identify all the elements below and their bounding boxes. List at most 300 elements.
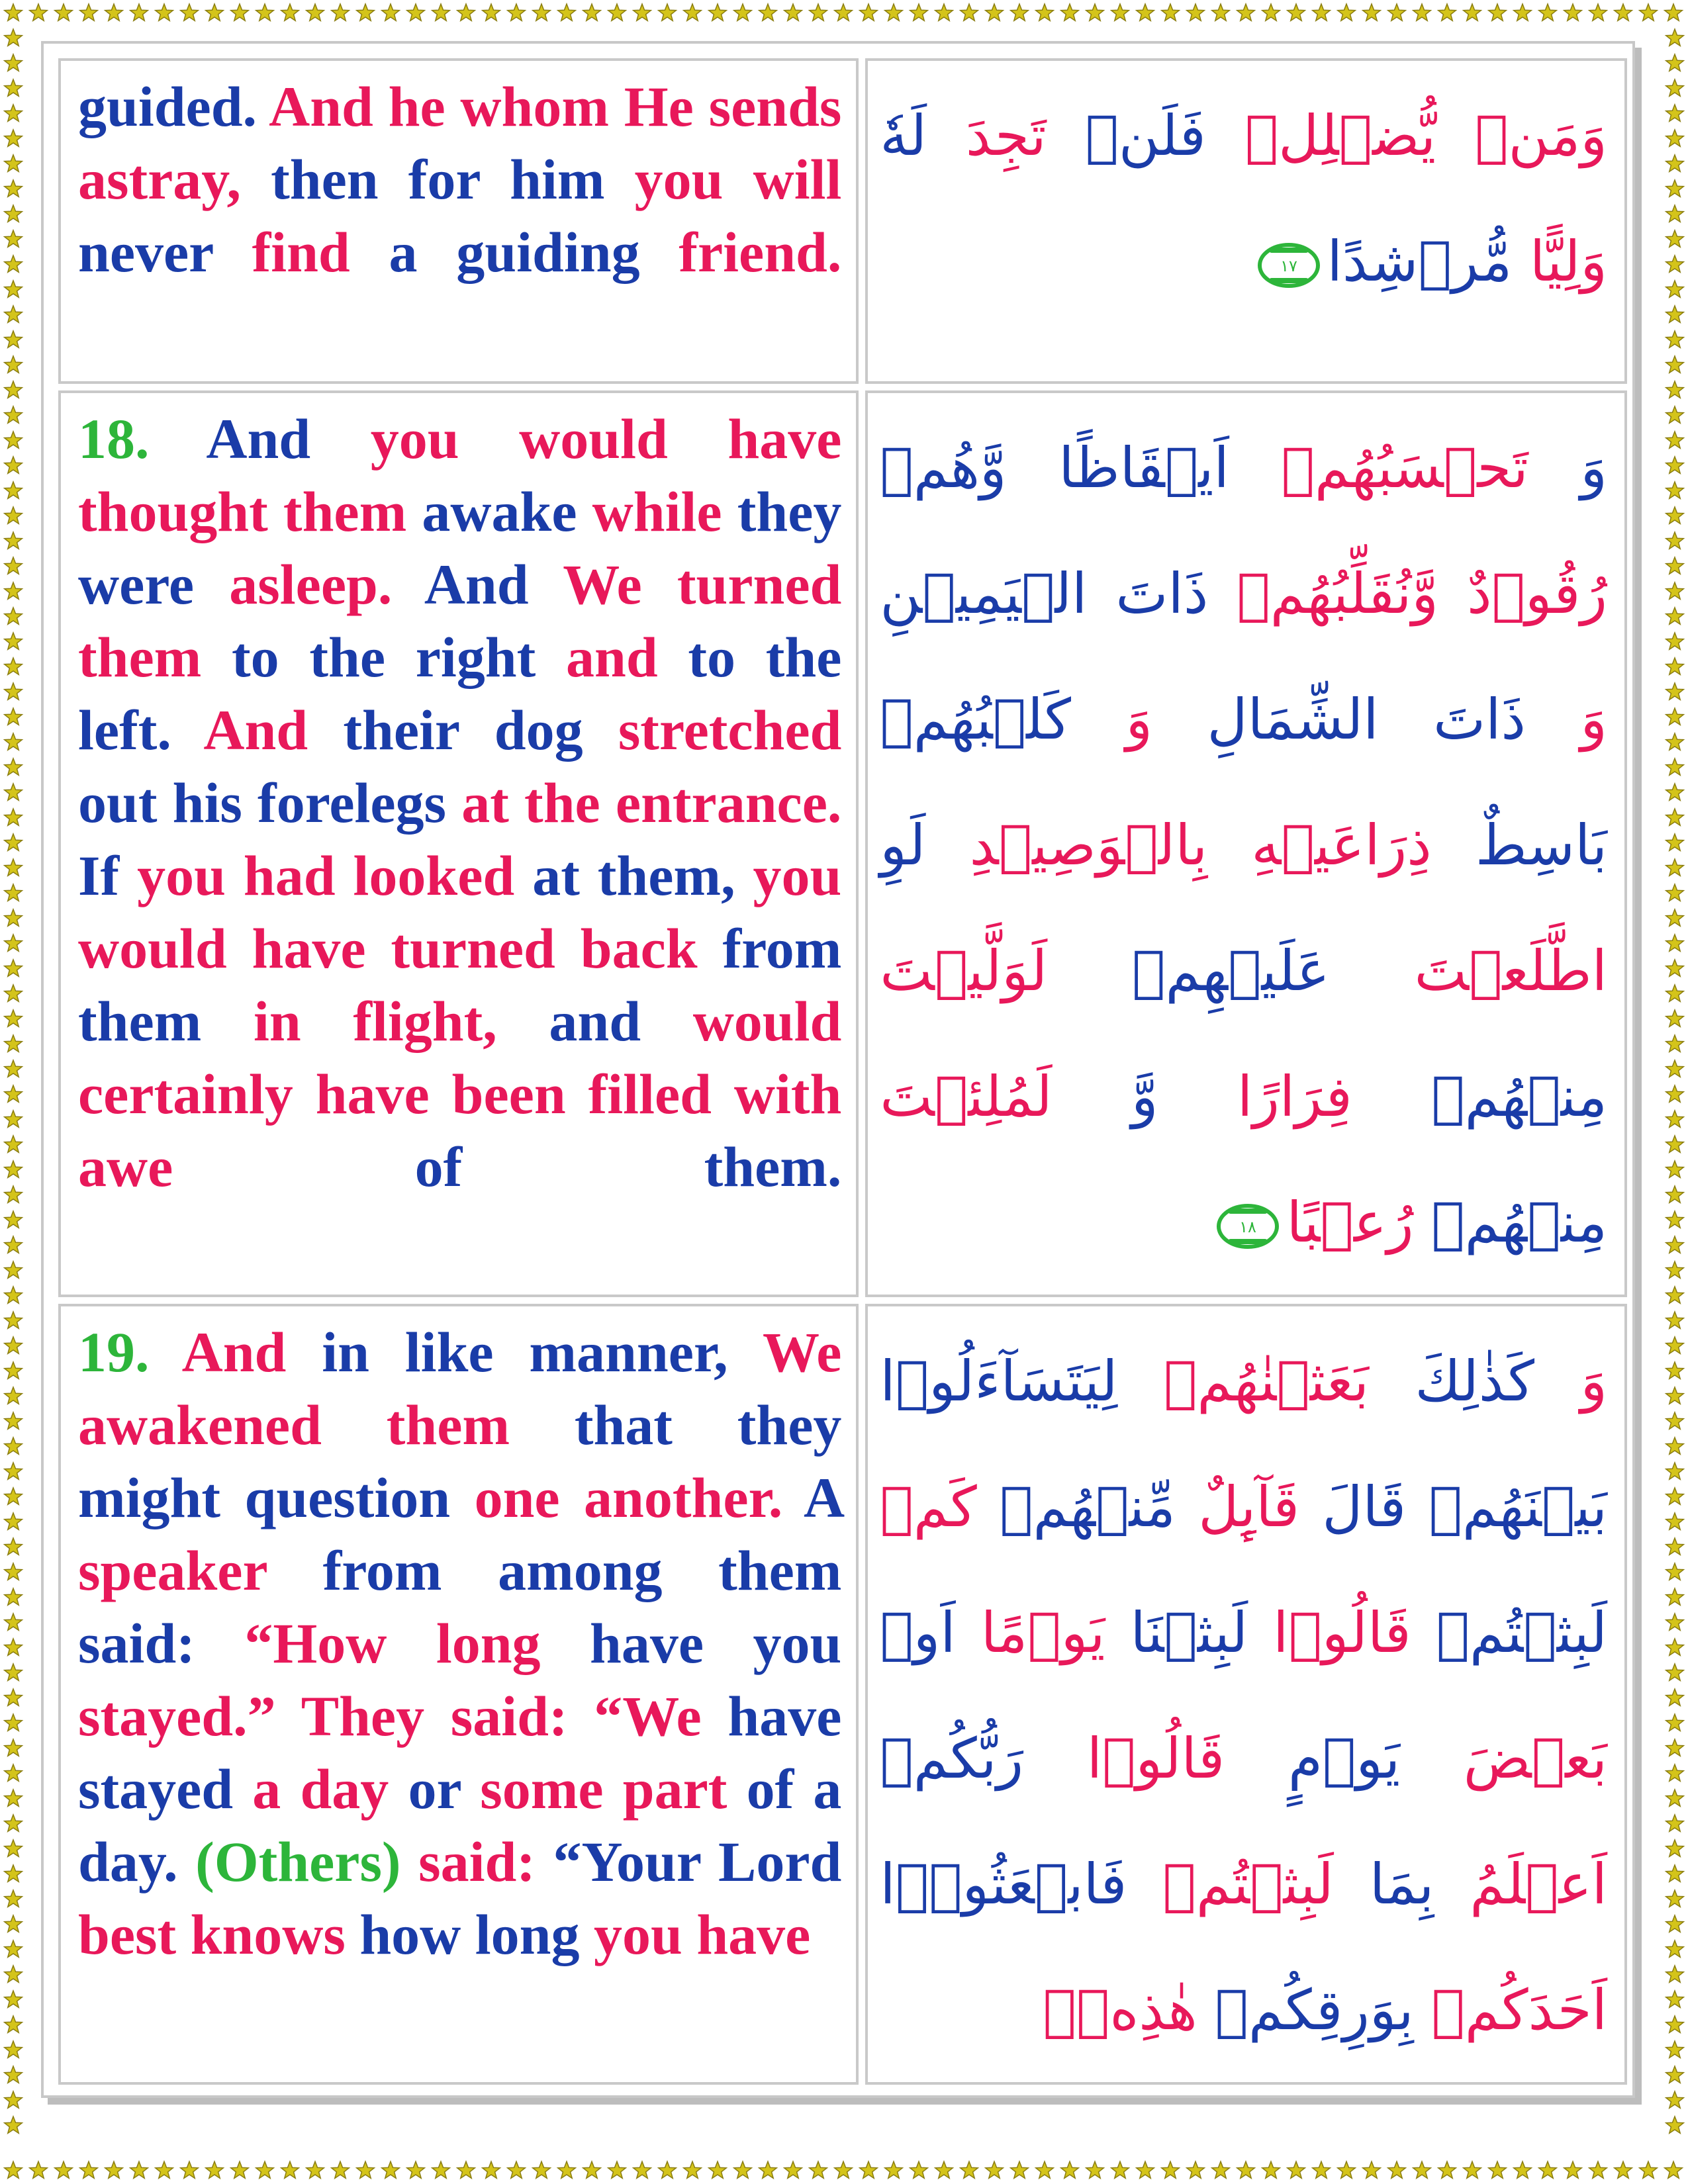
- arabic-word: مُّرۡشِدًا: [1327, 229, 1513, 294]
- star-icon: [1666, 1739, 1684, 1756]
- star-icon: [1666, 1966, 1684, 1982]
- star-icon: [1666, 758, 1684, 775]
- translation-segment: a guiding: [389, 220, 679, 284]
- star-icon: [1666, 205, 1684, 222]
- star-icon: [986, 4, 1004, 21]
- star-icon: [608, 2161, 626, 2178]
- translation-segment: at the entrance.: [461, 771, 842, 835]
- star-icon: [1615, 4, 1632, 21]
- translation-segment: at them,: [532, 844, 753, 907]
- arabic-word: وَلِيًّا: [1512, 229, 1607, 294]
- translation-segment: And: [203, 698, 344, 762]
- arabic-word: لَمُلِئۡتَ: [880, 1064, 1053, 1129]
- star-icon: [1666, 29, 1684, 46]
- star-icon: [5, 859, 23, 876]
- star-icon: [1666, 1790, 1684, 1806]
- star-icon: [1438, 2161, 1456, 2178]
- star-icon: [1589, 2161, 1607, 2178]
- star-icon: [1489, 4, 1507, 21]
- star-icon: [5, 255, 23, 272]
- translation-segment: And: [206, 407, 371, 471]
- star-icon: [583, 4, 601, 21]
- arabic-word: لِيَتَسَآءَلُوۡا: [880, 1349, 1118, 1414]
- translation-segment: “Your Lord: [553, 1830, 842, 1893]
- star-icon: [659, 2161, 677, 2178]
- star-icon: [181, 4, 199, 21]
- star-icon: [1666, 884, 1684, 901]
- english-cell: [58, 58, 859, 384]
- star-icon: [1388, 4, 1406, 21]
- star-icon: [5, 432, 23, 448]
- translation-segment: best knows: [78, 1903, 360, 1966]
- star-icon: [80, 4, 98, 21]
- star-icon: [5, 105, 23, 121]
- arabic-word: مِّنۡهُمۡ: [976, 1475, 1176, 1539]
- star-icon: [55, 2161, 73, 2178]
- star-icon: [5, 2091, 23, 2108]
- star-icon: [1666, 482, 1684, 498]
- arabic-word: ذَاتَ: [1378, 687, 1526, 752]
- star-icon: [1514, 2161, 1532, 2178]
- translation-segment: from among them said:: [78, 1539, 842, 1675]
- star-icon: [5, 2066, 23, 2083]
- star-icon: [1666, 1513, 1684, 1529]
- star-icon: [5, 306, 23, 322]
- table-row: [58, 1304, 1627, 2085]
- translation-segment: stayed.” They said: “We: [78, 1684, 728, 1748]
- star-icon: [5, 281, 23, 297]
- star-icon: [1539, 2161, 1557, 2178]
- english-translation: [78, 402, 841, 1203]
- star-icon: [558, 2161, 576, 2178]
- star-icon: [1011, 4, 1029, 21]
- arabic-word: يَوۡمٍ: [1225, 1726, 1401, 1791]
- star-icon: [1666, 733, 1684, 750]
- star-icon: [5, 2016, 23, 2032]
- star-icon: [1666, 507, 1684, 523]
- arabic-word: يَوۡمًا: [955, 1600, 1105, 1665]
- star-icon: [5, 909, 23, 926]
- star-icon: [1666, 1136, 1684, 1152]
- star-icon: [1111, 4, 1129, 21]
- star-icon: [1666, 1211, 1684, 1228]
- translation-segment: have you: [590, 1612, 842, 1675]
- table-row: [58, 390, 1627, 1297]
- star-icon: [1666, 255, 1684, 272]
- star-icon: [5, 230, 23, 247]
- star-icon: [1666, 683, 1684, 700]
- arabic-word: اَحَدَكُمۡ: [1413, 1978, 1607, 2042]
- star-icon: [1666, 1261, 1684, 1278]
- star-icon: [1313, 4, 1331, 21]
- star-icon: [1666, 381, 1684, 398]
- star-icon: [1666, 1865, 1684, 1882]
- star-icon: [5, 1915, 23, 1932]
- star-icon: [1666, 432, 1684, 448]
- translation-segment: some part: [480, 1757, 747, 1821]
- star-icon: [1137, 4, 1154, 21]
- translation-segment: guided.: [78, 75, 269, 138]
- star-icon: [709, 2161, 727, 2178]
- star-icon: [1666, 1312, 1684, 1328]
- translation-segment: have stayed: [78, 1684, 842, 1821]
- star-icon: [1237, 2161, 1255, 2178]
- ayah-number-icon: [1257, 242, 1321, 289]
- verse-table: [52, 52, 1634, 2091]
- star-icon: [5, 985, 23, 1001]
- arabic-word: لَهٗ: [880, 103, 927, 168]
- star-icon: [1086, 4, 1104, 21]
- arabic-word: قَآٮِٕلٌ: [1175, 1475, 1299, 1539]
- star-icon: [5, 708, 23, 725]
- star-icon: [1137, 2161, 1154, 2178]
- arabic-cell: [865, 390, 1627, 1297]
- star-icon: [5, 1010, 23, 1026]
- star-icon: [1666, 1714, 1684, 1731]
- star-icon: [1666, 909, 1684, 926]
- star-icon: [1666, 2116, 1684, 2133]
- arabic-word: بِالۡوَصِيۡدِ: [925, 813, 1208, 878]
- star-icon: [1666, 784, 1684, 800]
- star-icon: [5, 1513, 23, 1529]
- star-icon: [633, 2161, 651, 2178]
- arabic-word: كَذٰلِكَ: [1368, 1349, 1534, 1414]
- star-icon: [357, 4, 375, 21]
- translation-segment: in like manner,: [322, 1320, 763, 1384]
- star-icon: [1363, 4, 1381, 21]
- star-icon: [1666, 1991, 1684, 2007]
- star-icon: [935, 4, 953, 21]
- star-icon: [231, 2161, 249, 2178]
- star-icon: [5, 1362, 23, 1379]
- translation-segment: or: [408, 1757, 481, 1821]
- star-icon: [5, 482, 23, 498]
- arabic-word: لَوَلَّيۡتَ: [880, 938, 1048, 1003]
- arabic-word: بَعَثۡنٰهُمۡ: [1117, 1349, 1369, 1414]
- star-icon: [5, 1060, 23, 1077]
- star-icon: [5, 934, 23, 951]
- star-icon: [1666, 1488, 1684, 1504]
- star-icon: [5, 406, 23, 423]
- star-icon: [407, 4, 425, 21]
- star-icon: [5, 1412, 23, 1429]
- translation-segment: 18.: [78, 407, 207, 471]
- star-icon: [1666, 2016, 1684, 2032]
- star-icon: [986, 2161, 1004, 2178]
- star-icon: [382, 4, 400, 21]
- star-icon: [5, 1463, 23, 1479]
- translation-segment: speaker: [78, 1539, 323, 1602]
- star-icon: [457, 4, 475, 21]
- star-icon: [1288, 4, 1305, 21]
- star-icon: [5, 155, 23, 171]
- translation-segment: friend.: [679, 220, 842, 284]
- arabic-word: وَّهُمۡ: [880, 435, 1007, 500]
- star-icon: [1640, 4, 1658, 21]
- star-icon: [633, 4, 651, 21]
- arabic-word: وَّ: [1052, 1064, 1158, 1129]
- star-icon: [5, 2161, 23, 2178]
- star-icon: [961, 4, 978, 21]
- star-icon: [5, 1161, 23, 1177]
- star-icon: [30, 2161, 48, 2178]
- star-icon: [1363, 2161, 1381, 2178]
- star-icon: [1162, 4, 1180, 21]
- arabic-verse: [880, 73, 1607, 324]
- arabic-word: بِمَا: [1333, 1852, 1434, 1917]
- star-icon: [432, 2161, 450, 2178]
- star-icon: [1666, 1815, 1684, 1831]
- star-icon: [5, 1186, 23, 1203]
- star-icon: [1666, 532, 1684, 549]
- star-icon: [357, 2161, 375, 2178]
- translation-segment: and: [549, 989, 693, 1053]
- star-icon: [1666, 960, 1684, 976]
- star-icon: [5, 683, 23, 700]
- star-icon: [5, 1287, 23, 1303]
- star-icon: [1666, 1035, 1684, 1052]
- star-icon: [30, 4, 48, 21]
- star-icon: [5, 180, 23, 197]
- arabic-word: كَمۡ: [880, 1475, 977, 1539]
- star-icon: [1666, 1588, 1684, 1605]
- star-icon: [1237, 4, 1255, 21]
- star-icon: [1111, 2161, 1129, 2178]
- arabic-word: مِنۡهُمۡ: [1352, 1064, 1607, 1129]
- star-icon: [5, 633, 23, 649]
- star-icon: [5, 557, 23, 574]
- star-icon: [5, 1488, 23, 1504]
- star-icon: [1262, 4, 1280, 21]
- arabic-word: فِرَارًا: [1158, 1064, 1352, 1129]
- star-icon: [5, 733, 23, 750]
- star-icon: [1464, 4, 1481, 21]
- star-icon: [206, 2161, 224, 2178]
- star-icon: [961, 2161, 978, 2178]
- translation-segment: And: [424, 553, 563, 616]
- star-icon: [181, 2161, 199, 2178]
- star-icon: [5, 1614, 23, 1630]
- star-icon: [608, 4, 626, 21]
- star-icon: [1666, 658, 1684, 674]
- translation-segment: while: [592, 480, 737, 543]
- star-icon: [306, 2161, 324, 2178]
- translation-segment: a day: [252, 1757, 408, 1821]
- star-icon: [256, 4, 274, 21]
- arabic-word: فَلَنۡ: [1046, 103, 1206, 168]
- star-icon: [156, 4, 173, 21]
- translation-segment: they were: [78, 480, 842, 616]
- star-icon: [1464, 2161, 1481, 2178]
- star-icon: [281, 4, 299, 21]
- star-icon: [5, 1136, 23, 1152]
- star-icon: [1666, 1085, 1684, 1102]
- star-icon: [256, 2161, 274, 2178]
- star-icon: [80, 2161, 98, 2178]
- arabic-cell: [865, 58, 1627, 384]
- star-icon: [55, 4, 73, 21]
- translation-segment: awake: [422, 480, 592, 543]
- star-icon: [5, 54, 23, 71]
- star-icon: [1666, 633, 1684, 649]
- star-icon: [332, 2161, 350, 2178]
- star-icon: [5, 1840, 23, 1856]
- translation-segment: their dog: [343, 698, 618, 762]
- star-icon: [1288, 2161, 1305, 2178]
- star-icon: [105, 2161, 123, 2178]
- star-icon: [1666, 582, 1684, 599]
- star-icon: [1666, 608, 1684, 624]
- star-icon: [1666, 180, 1684, 197]
- star-icon: [407, 2161, 425, 2178]
- star-icon: [734, 2161, 752, 2178]
- star-icon: [835, 2161, 853, 2178]
- star-icon: [457, 2161, 475, 2178]
- star-icon: [5, 1714, 23, 1731]
- star-icon: [835, 4, 853, 21]
- star-icon: [5, 1588, 23, 1605]
- star-icon: [1514, 4, 1532, 21]
- star-icon: [1665, 4, 1683, 21]
- star-icon: [5, 1387, 23, 1404]
- translation-segment: of them.: [414, 1135, 842, 1199]
- star-icon: [1413, 4, 1431, 21]
- star-icon: [5, 1890, 23, 1907]
- translation-segment: you would have turned back: [78, 844, 842, 980]
- arabic-word: لَبِثۡتُمۡ: [1411, 1600, 1608, 1665]
- arabic-word: وَ: [1525, 687, 1607, 752]
- arabic-word: هٰذِهٖۤ: [1043, 1978, 1197, 2042]
- arabic-word: لَبِثۡنَا: [1105, 1600, 1248, 1665]
- star-icon: [1313, 2161, 1331, 2178]
- star-icon: [1438, 4, 1456, 21]
- star-icon: [1666, 356, 1684, 373]
- star-icon: [5, 507, 23, 523]
- arabic-word: يُّضۡلِلۡ: [1205, 103, 1436, 168]
- star-icon: [910, 4, 928, 21]
- star-icon: [5, 331, 23, 347]
- star-icon: [860, 2161, 878, 2178]
- star-icon: [1666, 985, 1684, 1001]
- star-icon: [5, 2116, 23, 2133]
- translation-segment: out his forelegs: [78, 771, 462, 835]
- star-icon: [1666, 2066, 1684, 2083]
- star-icon: [483, 4, 500, 21]
- arabic-word: اطَّلَعۡتَ: [1329, 938, 1607, 1003]
- star-icon: [508, 2161, 526, 2178]
- star-icon: [1666, 1337, 1684, 1353]
- star-icon: [1212, 4, 1230, 21]
- star-icon: [1564, 4, 1582, 21]
- star-icon: [5, 809, 23, 825]
- star-icon: [1666, 155, 1684, 171]
- star-icon: [5, 582, 23, 599]
- star-icon: [5, 532, 23, 549]
- star-icon: [5, 29, 23, 46]
- arabic-verse: [880, 405, 1607, 1285]
- english-translation: [78, 1316, 841, 1971]
- star-icon: [5, 1815, 23, 1831]
- translation-segment: If: [78, 844, 138, 907]
- english-translation: [78, 70, 841, 289]
- star-icon: [5, 205, 23, 222]
- star-icon: [5, 658, 23, 674]
- star-icon: [5, 1337, 23, 1353]
- star-icon: [105, 4, 123, 21]
- translation-segment: never: [78, 220, 252, 284]
- star-icon: [5, 1563, 23, 1580]
- star-icon: [1666, 708, 1684, 725]
- translation-segment: to the left.: [78, 625, 842, 762]
- translation-segment: one another.: [474, 1466, 804, 1529]
- star-icon: [5, 381, 23, 398]
- arabic-word: قَالَ: [1299, 1475, 1407, 1539]
- star-icon: [1615, 2161, 1632, 2178]
- star-icon: [5, 1211, 23, 1228]
- star-icon: [533, 4, 551, 21]
- star-icon: [1666, 1236, 1684, 1253]
- star-icon: [1036, 4, 1054, 21]
- star-icon: [1666, 281, 1684, 297]
- translation-segment: A: [804, 1466, 842, 1529]
- star-icon: [1666, 1186, 1684, 1203]
- star-icon: [483, 2161, 500, 2178]
- star-icon: [1666, 834, 1684, 850]
- star-icon: [281, 2161, 299, 2178]
- star-icon: [1640, 2161, 1658, 2178]
- translation-segment: And he whom He sends astray,: [78, 75, 842, 211]
- arabic-word: قَالُوۡا: [1023, 1726, 1225, 1791]
- star-icon: [5, 1261, 23, 1278]
- star-icon: [533, 2161, 551, 2178]
- star-icon: [1388, 2161, 1406, 2178]
- star-icon: [810, 2161, 827, 2178]
- star-icon: [1413, 2161, 1431, 2178]
- star-icon: [5, 1437, 23, 1454]
- star-icon: [684, 4, 702, 21]
- star-icon: [206, 4, 224, 21]
- star-icon: [1666, 1010, 1684, 1026]
- star-icon: [1666, 1111, 1684, 1127]
- star-icon: [1666, 1639, 1684, 1655]
- star-icon: [1666, 306, 1684, 322]
- star-icon: [1666, 79, 1684, 96]
- translation-segment: said:: [418, 1830, 553, 1893]
- arabic-word: الشِّمَالِ: [1152, 687, 1379, 752]
- star-icon: [734, 4, 752, 21]
- star-icon: [5, 1739, 23, 1756]
- star-icon: [5, 1085, 23, 1102]
- star-icon: [1666, 1940, 1684, 1957]
- star-icon: [1665, 2161, 1683, 2178]
- star-icon: [1212, 2161, 1230, 2178]
- star-icon: [5, 1035, 23, 1052]
- star-icon: [1589, 4, 1607, 21]
- star-icon: [5, 1236, 23, 1253]
- table-row: [58, 58, 1627, 384]
- star-icon: [1666, 1614, 1684, 1630]
- star-icon: [1666, 331, 1684, 347]
- translation-segment: of a day.: [78, 1757, 842, 1893]
- star-icon: [5, 356, 23, 373]
- star-icon: [1666, 1890, 1684, 1907]
- star-icon: [1338, 2161, 1356, 2178]
- ayah-number: ١٧: [1280, 257, 1297, 276]
- arabic-word: مِنۡهُمۡ: [1413, 1190, 1607, 1255]
- translation-segment: to the right: [232, 625, 566, 689]
- arabic-word: بَيۡنَهُمۡ: [1406, 1475, 1608, 1539]
- star-icon: [1666, 859, 1684, 876]
